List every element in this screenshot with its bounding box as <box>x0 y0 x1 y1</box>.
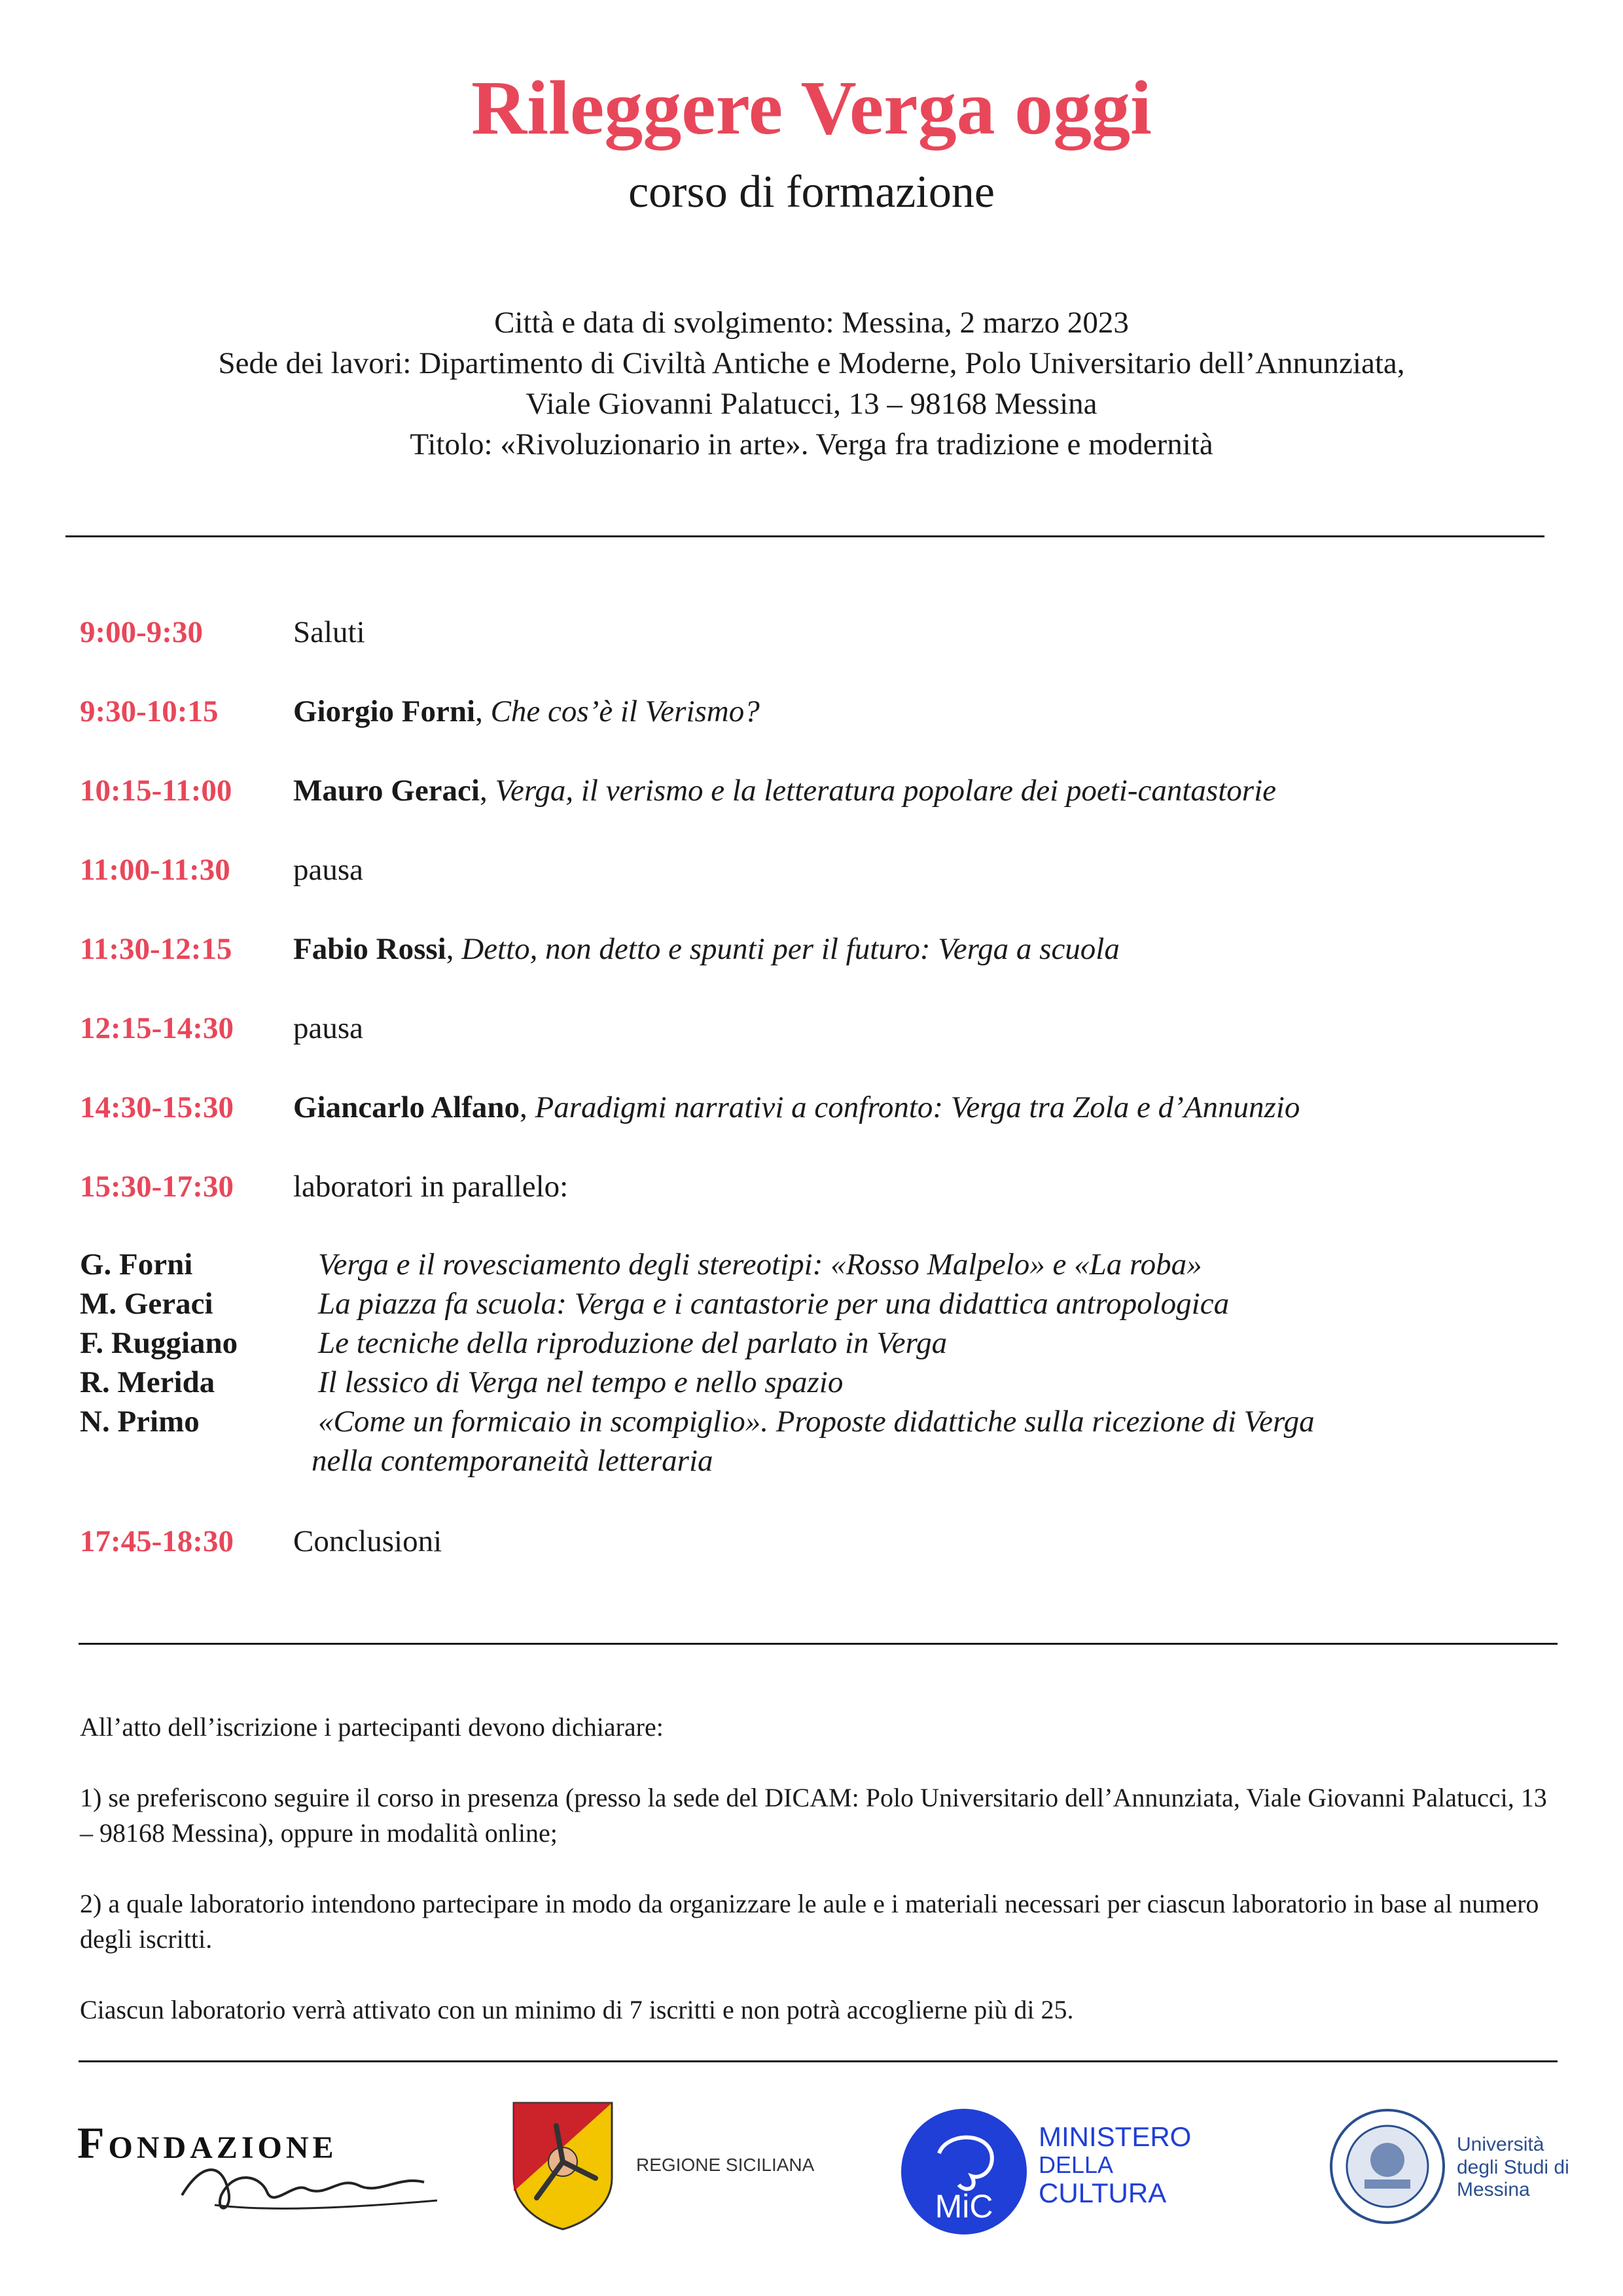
schedule-time: 15:30-17:30 <box>80 1170 234 1204</box>
unime-logo <box>1329 2108 1590 2238</box>
regione-siciliana-logo <box>510 2094 815 2251</box>
lab-title: Le tecniche della riproduzione del parlato in Verga <box>318 1326 948 1360</box>
divider-bottom <box>79 2060 1558 2062</box>
note-intro: All’atto dell’iscrizione i partecipanti devono dichiarare: <box>80 1712 664 1742</box>
schedule-time: 14:30-15:30 <box>80 1090 234 1124</box>
lab-leader: G. Forni <box>80 1247 193 1282</box>
mic-badge: MiC <box>935 2188 993 2225</box>
regione-label: REGIONE SICILIANA <box>636 2155 815 2175</box>
info-line-venue: Sede dei lavori: Dipartimento di Civiltà Antiche e Moderne, Polo Universitario dell’Annunziata, <box>218 346 1405 380</box>
page-title: Rileggere Verga oggi <box>471 65 1152 151</box>
divider-top <box>65 535 1544 537</box>
fondazione-wordmark: Fondazione <box>77 2118 338 2168</box>
unime-seal-icon <box>1329 2108 1446 2225</box>
schedule-talk: Verga, il verismo e la letteratura popolare dei poeti-cantastorie <box>495 774 1276 808</box>
schedule-speaker: Giancarlo Alfano <box>293 1090 520 1124</box>
page-subtitle: corso di formazione <box>628 167 995 217</box>
lab-title: «Come un formicaio in scompiglio». Proposte didattiche sulla ricezione di Verga <box>318 1405 1315 1439</box>
schedule-text: pausa <box>293 853 364 887</box>
schedule-time: 9:30-10:15 <box>80 694 219 728</box>
schedule-speaker: Fabio Rossi <box>293 932 446 966</box>
schedule-speaker: Mauro Geraci <box>293 774 480 808</box>
info-line-date: Città e data di svolgimento: Messina, 2 marzo 2023 <box>494 306 1129 340</box>
trinacria-shield-icon <box>510 2100 615 2231</box>
lab-title: Verga e il rovesciamento degli stereotipi: «Rosso Malpelo» e «La roba» <box>318 1247 1202 1282</box>
note-2: 2) a quale laboratorio intendono partecipare in modo da organizzare le aule e i materiali necessari per ciascun laboratorio in base al numero degli iscritti. <box>80 1889 1539 1954</box>
note-1: 1) se preferiscono seguire il corso in presenza (presso la sede del DICAM: Polo Universitario dell’Annunziata, Viale Giovanni Palatucci, 13 – 98168 Messina), oppure in modalità online; <box>80 1783 1547 1848</box>
ministero-line-2: DELLA <box>1039 2151 1114 2179</box>
ministero-line-3: CULTURA <box>1039 2177 1167 2208</box>
schedule-time: 9:00-9:30 <box>80 615 203 649</box>
unime-line-3: Messina <box>1457 2179 1530 2200</box>
schedule-talk: Che cos’è il Verismo? <box>490 694 760 728</box>
lab-title: Il lessico di Verga nel tempo e nello spazio <box>318 1365 844 1399</box>
schedule-talk: Paradigmi narrativi a confronto: Verga tra Zola e d’Annunzio <box>535 1090 1300 1124</box>
event-info <box>0 302 1623 465</box>
schedule-talk: Detto, non detto e spunti per il futuro: Verga a scuola <box>461 932 1120 966</box>
ministero-cultura-logo <box>900 2108 1207 2238</box>
schedule-text: Conclusioni <box>293 1524 442 1558</box>
schedule-time: 12:15-14:30 <box>80 1011 234 1045</box>
info-line-title: Titolo: «Rivoluzionario in arte». Verga fra tradizione e modernità <box>410 427 1213 461</box>
note-3: Ciascun laboratorio verrà attivato con un minimo di 7 iscritti e non potrà accoglierne più di 25. <box>80 1995 1074 2024</box>
schedule-time: 10:15-11:00 <box>80 774 232 808</box>
sponsor-logos <box>0 2094 1623 2251</box>
schedule-speaker: Giorgio Forni <box>293 694 476 728</box>
schedule-time: 17:45-18:30 <box>80 1524 234 1558</box>
schedule-text: pausa <box>293 1011 364 1045</box>
lab-title-continued: nella contemporaneità letteraria <box>312 1444 713 1478</box>
schedule-time: 11:30-12:15 <box>80 932 232 966</box>
unime-line-2: degli Studi di <box>1457 2156 1569 2178</box>
signature-icon <box>175 2149 450 2221</box>
lab-leader: N. Primo <box>80 1405 200 1439</box>
schedule-time: 11:00-11:30 <box>80 853 230 887</box>
divider-middle <box>79 1643 1558 1645</box>
lab-title: La piazza fa scuola: Verga e i cantastorie per una didattica antropologica <box>318 1287 1230 1321</box>
schedule-text: Saluti <box>293 615 365 649</box>
lab-leader: M. Geraci <box>80 1287 213 1321</box>
info-line-address: Viale Giovanni Palatucci, 13 – 98168 Messina <box>526 387 1097 421</box>
registration-notes <box>80 1710 1559 2063</box>
schedule-text: laboratori in parallelo: <box>293 1170 569 1204</box>
lab-leader: R. Merida <box>80 1365 215 1399</box>
unime-line-1: Università <box>1457 2134 1544 2155</box>
lab-leader: F. Ruggiano <box>80 1326 238 1360</box>
ministero-line-1: MINISTERO <box>1039 2121 1192 2152</box>
fondazione-verga-logo <box>77 2118 457 2232</box>
